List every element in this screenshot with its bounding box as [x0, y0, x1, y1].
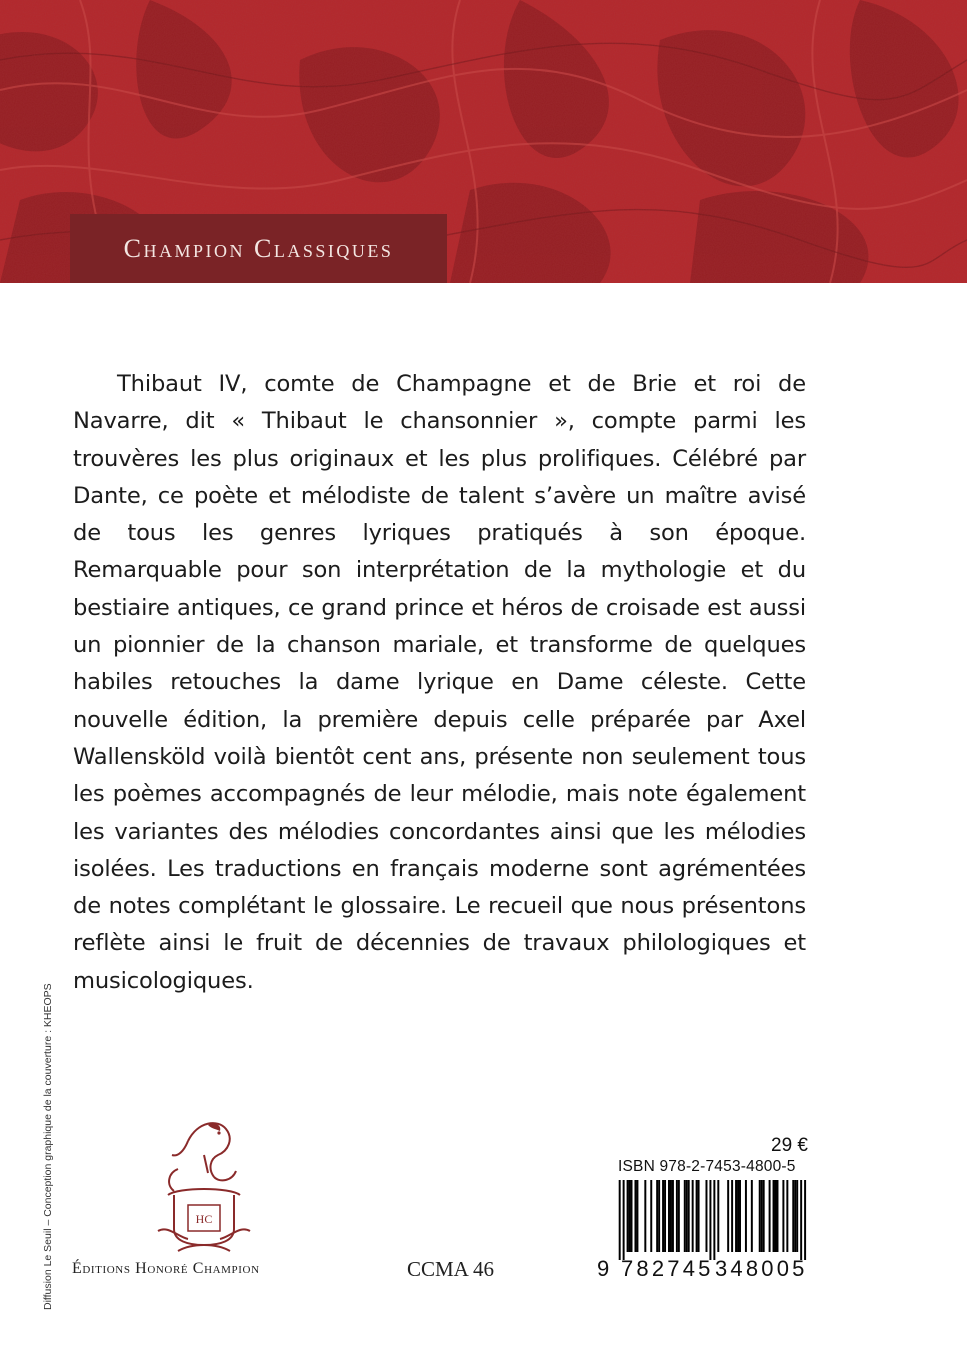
barcode-bar	[644, 1180, 646, 1252]
barcode-bar	[668, 1180, 670, 1252]
publisher-horse-logo	[148, 1111, 260, 1259]
barcode-bar	[713, 1180, 715, 1260]
design-credits: Diffusion Le Seuil – Conception graphique de la couverture : KHEOPS	[42, 983, 54, 1310]
barcode-bar	[717, 1180, 719, 1252]
barcode-bar	[627, 1180, 629, 1252]
barcode-bar	[792, 1180, 794, 1252]
ean13-barcode	[597, 1180, 812, 1260]
barcode-bar	[796, 1180, 798, 1252]
price-label: 29 €	[771, 1135, 808, 1156]
barcode-bar	[709, 1180, 711, 1260]
barcode-bar	[686, 1180, 688, 1252]
barcode-first-digit: 9	[597, 1256, 610, 1281]
publisher-label: Éditions Honoré Champion	[72, 1260, 260, 1277]
barcode-bar	[737, 1180, 739, 1252]
barcode-bar	[692, 1180, 694, 1252]
barcode-bar	[759, 1180, 761, 1252]
isbn-label: ISBN 978-2-7453-4800-5	[618, 1158, 796, 1175]
barcode-bar	[696, 1180, 698, 1252]
barcode-bar	[650, 1180, 652, 1252]
series-title: Champion Classiques	[123, 233, 394, 263]
barcode-bar	[745, 1180, 747, 1252]
barcode-bar	[619, 1180, 621, 1260]
barcode-bar	[751, 1180, 753, 1252]
barcode-bar	[684, 1180, 686, 1252]
barcode-digits	[597, 1256, 812, 1286]
barcode-bar	[794, 1180, 796, 1252]
barcode-bar	[698, 1180, 700, 1252]
barcode-bar	[705, 1180, 707, 1252]
logo-monogram: HC	[195, 1212, 213, 1226]
barcode-bar	[804, 1180, 806, 1260]
barcode-bar	[800, 1180, 802, 1260]
barcode-bar	[777, 1180, 779, 1252]
barcode-bar	[672, 1180, 674, 1252]
collection-number: CCMA 46	[407, 1257, 494, 1281]
barcode-right-group: 348005	[715, 1256, 808, 1281]
barcode-bar	[658, 1180, 660, 1252]
barcode-bar	[763, 1180, 765, 1252]
barcode-bar	[678, 1180, 680, 1252]
barcode-bar	[773, 1180, 775, 1252]
back-cover-blurb: Thibaut IV, comte de Champagne et de Brie et roi de Navarre, dit « Thibaut le chansonnier », compte parmi les trouvères les plus originaux et les plus prolifiques. Célébré par Dante, ce poète et mélodiste de talent s’avère un maître avisé de tous les genres lyriques pratiqués à son époque. Remarquable pour son interprétation de la mythologie et du bestiaire antiques, ce grand prince et héros de croisade est aussi un pionnier de la chanson mariale, et transforme de quelques habiles retouches la dame lyrique en Dame céleste. Cette nouvelle édition, la première depuis celle préparée par Axel Wallensköld voilà bientôt cent ans, présente non seulement tous les poèmes accompagnés de leur mélodie, mais note également les variantes des mélodies concordantes ainsi que les mélodies isolées. Les traductions en français moderne sont agrémentées de notes complétant le glossaire. Le recueil que nous présentons reflète ainsi le fruit de décennies de travaux philologiques et musicologiques.	[73, 371, 806, 994]
barcode-bar	[727, 1180, 729, 1252]
barcode-bar	[786, 1180, 788, 1252]
barcode-bar	[636, 1180, 638, 1252]
barcode-bar	[664, 1180, 666, 1252]
barcode-bar	[739, 1180, 741, 1252]
barcode-bar	[782, 1180, 784, 1252]
barcode-bar	[662, 1180, 664, 1252]
barcode-bar	[676, 1180, 678, 1252]
barcode-bar	[656, 1180, 658, 1252]
barcode-bar	[761, 1180, 763, 1252]
barcode-bar	[688, 1180, 690, 1252]
barcode-bar	[629, 1180, 631, 1252]
barcode-bar	[735, 1180, 737, 1252]
barcode-bar	[634, 1180, 636, 1252]
publisher-name	[72, 1260, 260, 1278]
barcode-bar	[631, 1180, 633, 1252]
barcode-bar	[731, 1180, 733, 1252]
barcode-bar	[623, 1180, 625, 1260]
barcode-bar	[769, 1180, 771, 1252]
series-title-box	[70, 214, 447, 283]
barcode-bar	[670, 1180, 672, 1252]
barcode-bar	[775, 1180, 777, 1252]
barcode-left-group: 782745	[621, 1256, 714, 1281]
